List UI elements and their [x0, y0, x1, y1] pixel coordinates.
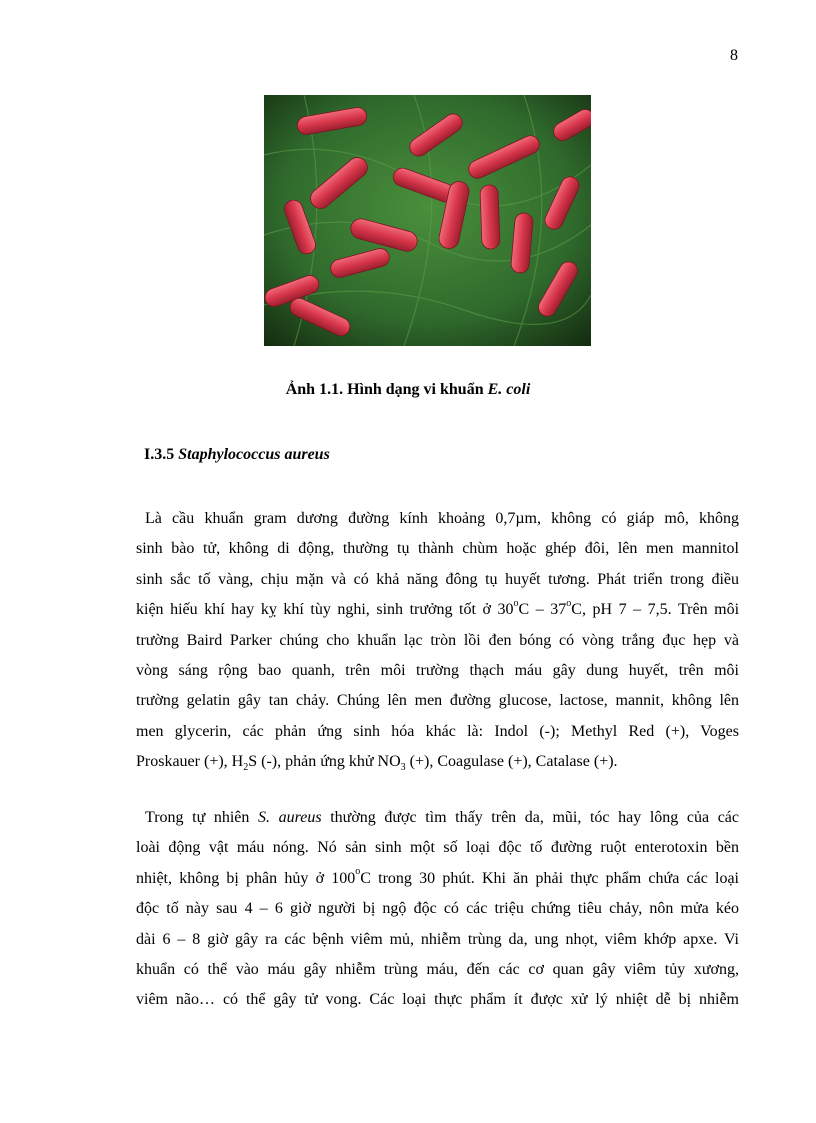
paragraph-1-line: sinh sắc tố vàng, chịu mặn và có khả năng đông tụ huyết tương. Phát triển trong điều	[136, 570, 739, 588]
paragraph-2-line: viêm não… có thể gây tử vong. Các loại thực phẩm ít được xử lý nhiệt dễ bị nhiễm	[136, 991, 739, 1009]
paragraph-1-line: Proskauer (+), $H_2S$ (-), phản ứng khử $NO_3$ (+), Coagulase (+), Catalase (+).	[136, 753, 618, 774]
paragraph-2-line: khuẩn có thể vào máu gây nhiễm trùng máu, đến các cơ quan gây viêm tủy xương,	[136, 960, 739, 978]
figure-caption-species: E. coli	[487, 381, 531, 398]
figure-caption-text: Ảnh 1.1. Hình dạng vi khuẩn	[285, 381, 488, 398]
paragraph-2-line: nhiệt, không bị phân hủy ở 100$^o$C trong 30 phút. Khi ăn phải thực phẩm chứa các loại	[136, 866, 740, 887]
paragraph-2-line: dài 6 – 8 giờ gây ra các bệnh viêm mủ, nhiễm trùng da, ung nhọt, viêm khớp apxe. Vi	[136, 930, 739, 948]
ecoli-photo	[264, 95, 591, 346]
figure-caption	[0, 381, 816, 399]
section-number: I.3.5	[144, 446, 179, 463]
paragraph-2-line: Trong tự nhiên S. aureus thường được tìm thấy trên da, mũi, tóc hay lông của các	[145, 809, 739, 826]
paragraph-1-line: sinh bào tử, không di động, thường tụ thành chùm hoặc ghép đôi, lên men mannitol	[136, 540, 739, 558]
paragraph-1-line: kiện hiếu khí hay kỵ khí tùy nghi, sinh trưởng tốt ở 30$^o$C – 37$^o$C, pH 7 – 7,5. Trên môi	[136, 597, 740, 619]
paragraph-1-line: vòng sáng rộng bao quanh, trên môi trường thạch máu gây dung huyết, trên môi	[136, 661, 739, 679]
section-heading	[144, 446, 330, 464]
paragraph-2-line: loài động vật máu nóng. Nó sản sinh một số loại độc tố đường ruột enterotoxin bền	[136, 839, 739, 857]
section-title: Staphylococcus aureus	[178, 446, 330, 463]
paragraph-2-line: độc tố này sau 4 – 6 giờ người bị ngộ độc có các triệu chứng tiêu chảy, nôn mửa kéo	[136, 900, 739, 918]
paragraph-1-line: trường gelatin gây tan chảy. Chúng lên men đường glucose, lactose, mannit, không lên	[136, 692, 739, 710]
paragraph-1-line: trường Baird Parker chúng cho khuẩn lạc tròn lồi đen bóng có vòng trắng đục hẹp và	[136, 631, 739, 649]
paragraph-1-line: men glycerin, các phản ứng sinh hóa khác là: Indol (-); Methyl Red (+), Voges	[136, 722, 739, 740]
paragraph-2	[136, 803, 740, 1016]
paragraph-1	[136, 504, 740, 778]
page-number: 8	[730, 47, 738, 64]
paragraph-1-line: Là cầu khuẩn gram dương đường kính khoảng 0,7µm, không có giáp mô, không	[145, 510, 739, 527]
ecoli-micrograph-illustration	[264, 95, 591, 346]
